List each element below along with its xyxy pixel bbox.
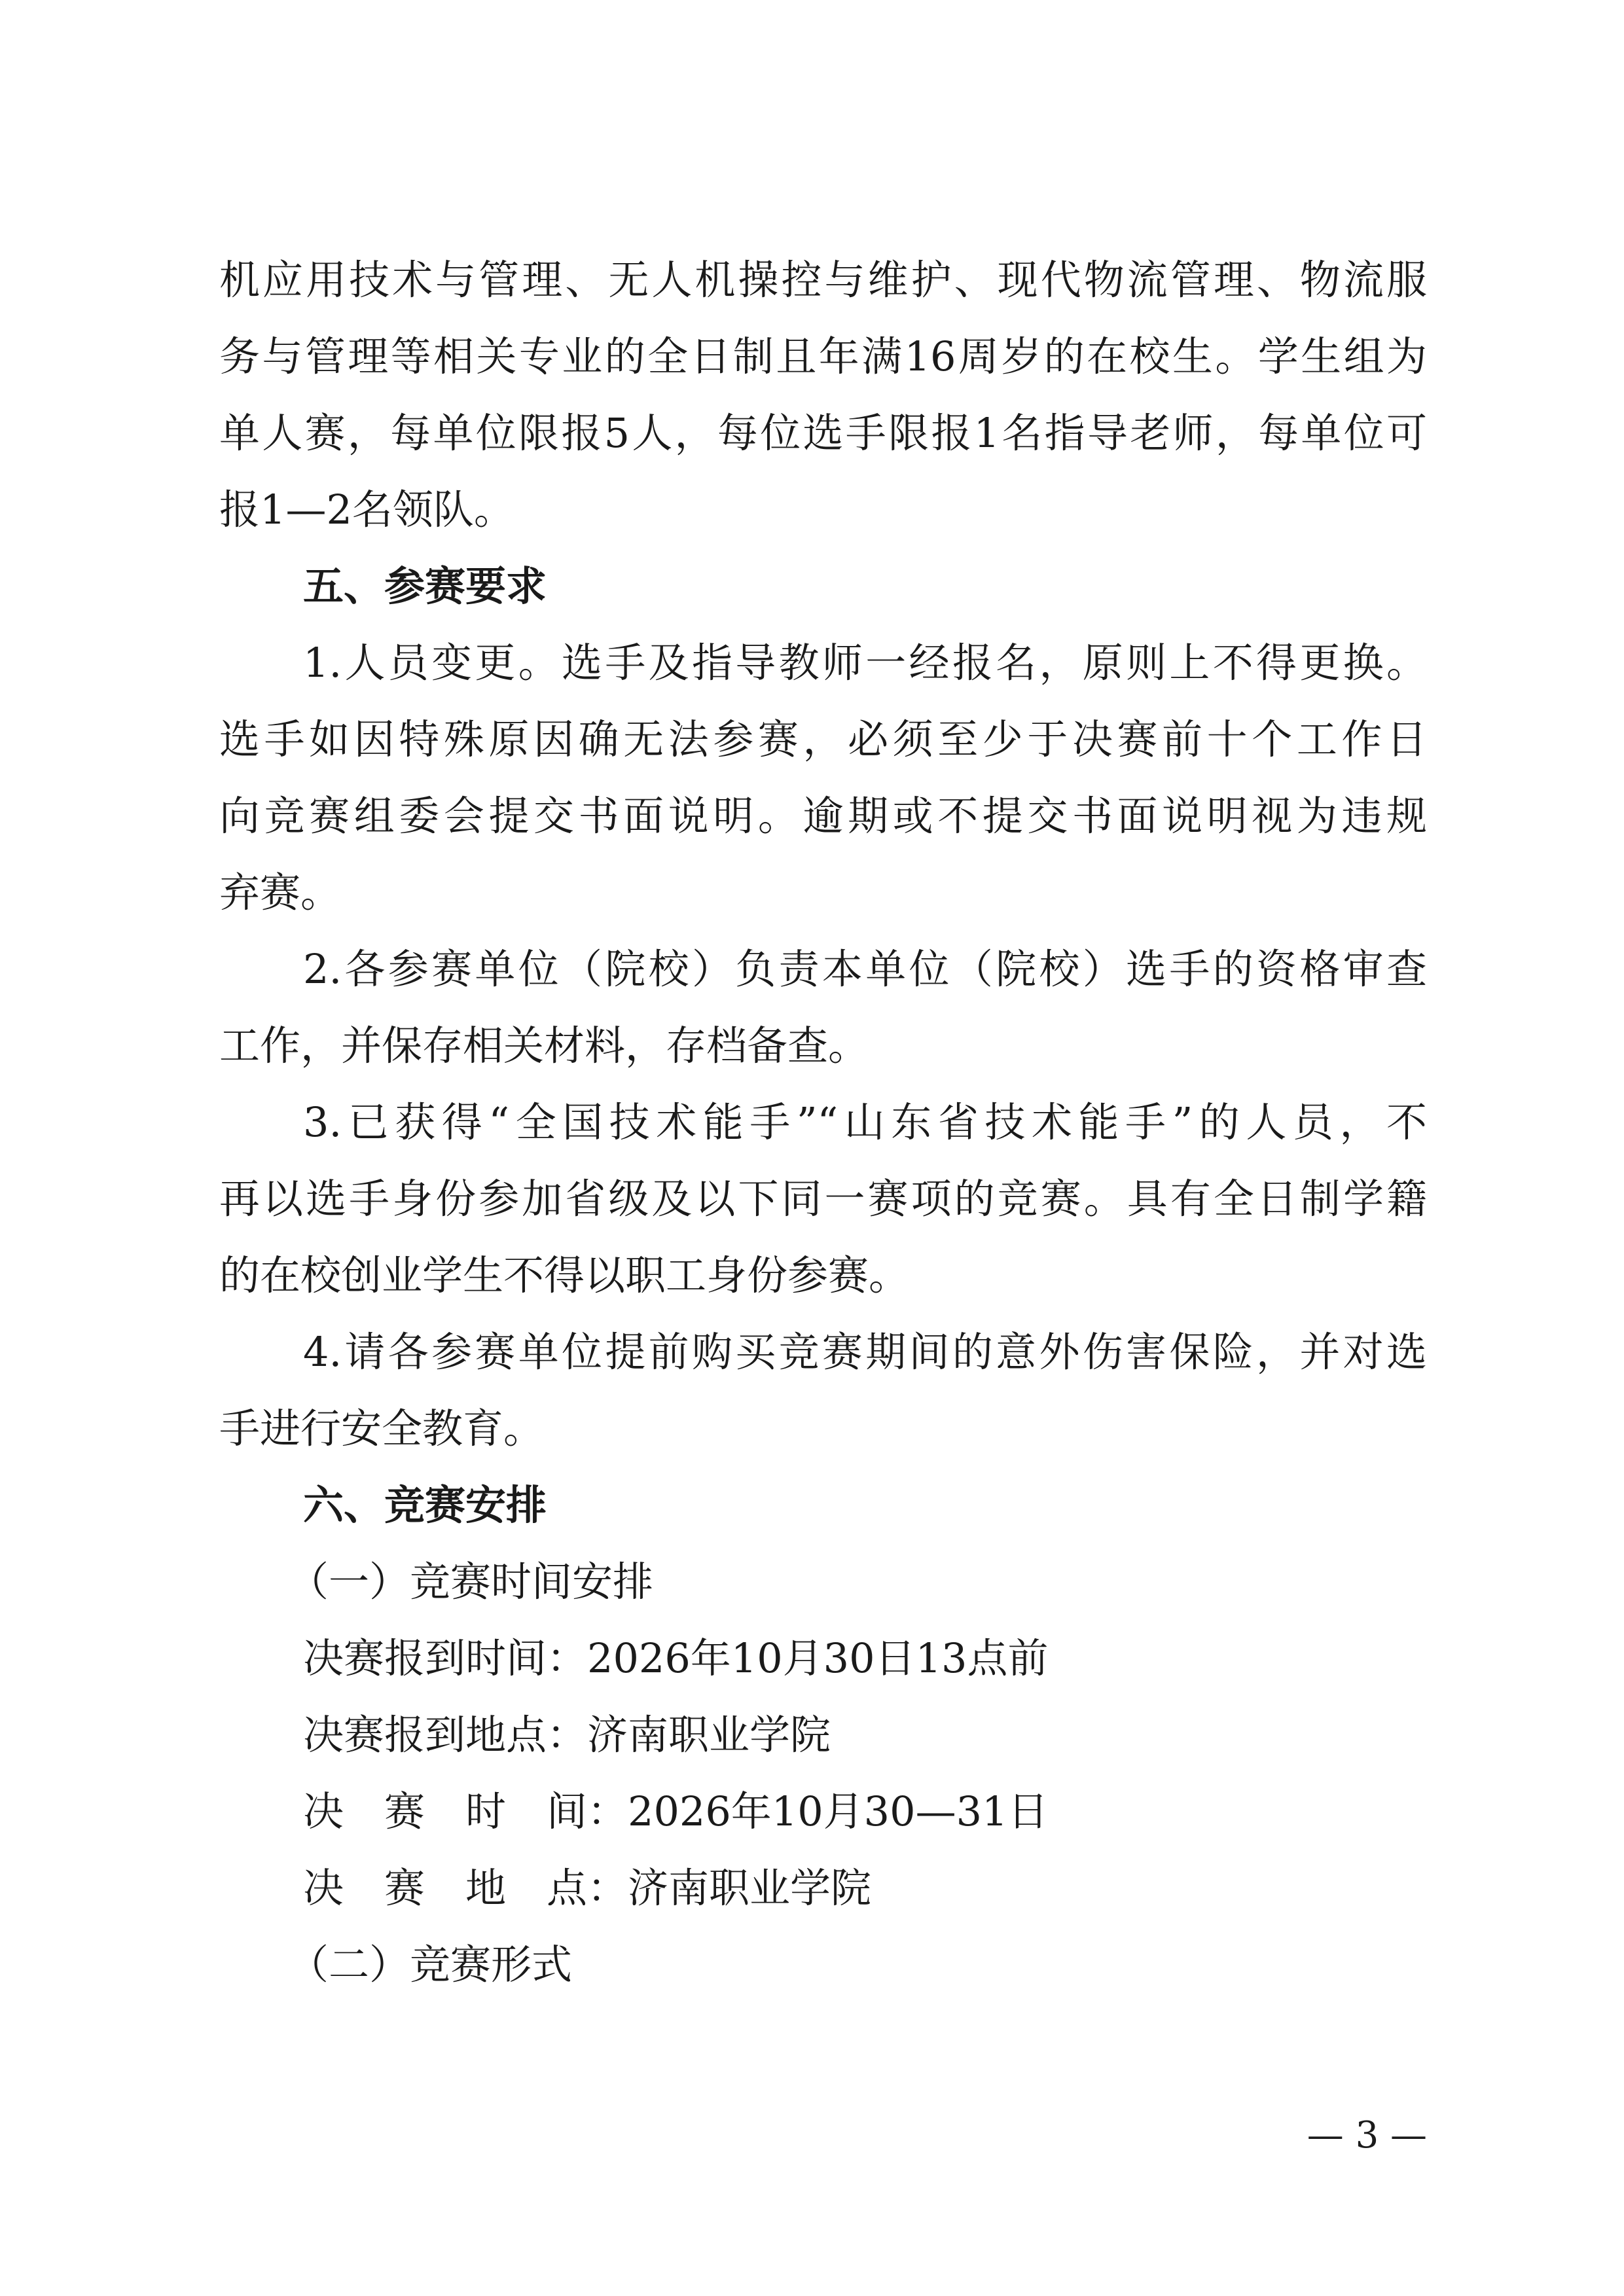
body-text-line: 1.人员变更。选手及指导教师一经报名，原则上不得更换。 [303, 639, 1427, 687]
body-text-line: 报1—2名领队。 [219, 486, 514, 533]
body-text-line: 向竞赛组委会提交书面说明。逾期或不提交书面说明视为违规 [219, 792, 1427, 840]
schedule-line: 决 赛 地 点：济南职业学院 [303, 1864, 872, 1912]
schedule-line: 决 赛 时 间：2026年10月30—31日 [303, 1787, 1049, 1835]
body-text-line: 4.请各参赛单位提前购买竞赛期间的意外伤害保险，并对选 [303, 1328, 1427, 1376]
sub-heading: （二）竞赛形式 [288, 1941, 573, 1988]
page-number: — 3 — [1307, 2114, 1427, 2157]
body-text-line: 机应用技术与管理、无人机操控与维护、现代物流管理、物流服 [219, 256, 1427, 304]
body-text-line: 弃赛。 [219, 869, 342, 916]
body-text-line: 的在校创业学生不得以职工身份参赛。 [219, 1251, 910, 1299]
body-text-line: 单人赛，每单位限报5人，每位选手限报1名指导老师，每单位可 [219, 409, 1427, 457]
section-heading: 六、竞赛安排 [303, 1481, 547, 1529]
body-text-line: 选手如因特殊原因确无法参赛，必须至少于决赛前十个工作日 [219, 715, 1427, 763]
schedule-line: 决赛报到地点：济南职业学院 [303, 1711, 831, 1759]
schedule-line: 决赛报到时间：2026年10月30日13点前 [303, 1634, 1049, 1682]
body-text-line: 手进行安全教育。 [219, 1405, 545, 1452]
body-text-line: 再以选手身份参加省级及以下同一赛项的竞赛。具有全日制学籍 [219, 1175, 1427, 1223]
body-text-line: 3.已获得“全国技术能手”“山东省技术能手”的人员，不 [303, 1098, 1427, 1146]
sub-heading: （一）竞赛时间安排 [288, 1558, 654, 1605]
section-heading: 五、参赛要求 [303, 562, 547, 610]
body-text-line: 工作，并保存相关材料，存档备查。 [219, 1022, 869, 1069]
body-text-line: 务与管理等相关专业的全日制且年满16周岁的在校生。学生组为 [219, 332, 1427, 380]
body-text-line: 2.各参赛单位（院校）负责本单位（院校）选手的资格审查 [303, 945, 1427, 993]
